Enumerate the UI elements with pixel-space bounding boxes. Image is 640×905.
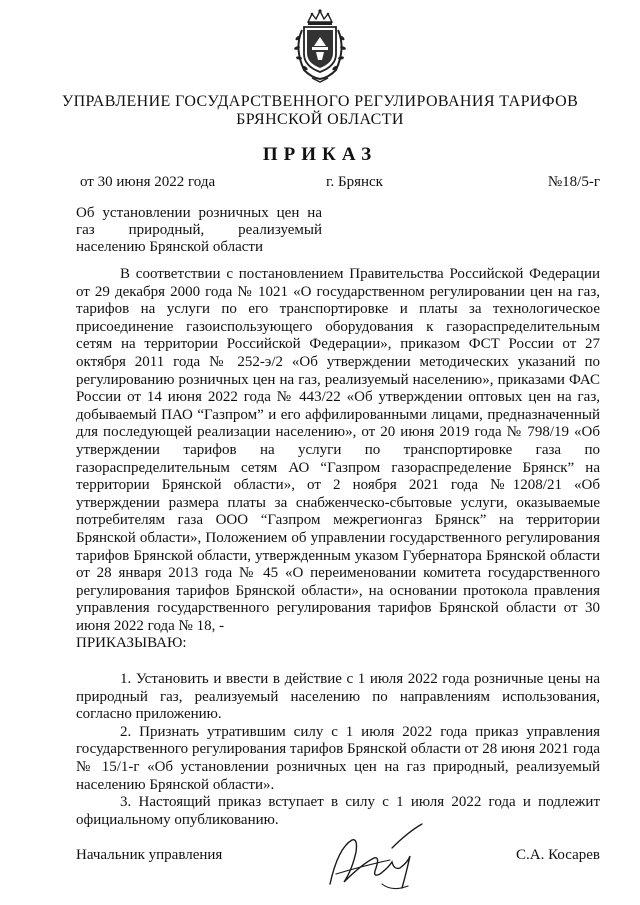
- preamble-paragraph: В соответствии с постановлением Правительства Российской Федерации от 29 декабря 2000 года № 1021 «О государственном регулировании цен на газ, тарифов на услуги по его транспортировке и платы за технологическое присоединение газоиспользующего оборудования к газораспределительным сетям на территории Российской Федерации», приказом ФСТ России от 27 октября 2011 года № 252-э/2 «Об утверждении методических указаний по регулированию розничных цен на газ, реализуемый населению», приказами ФАС России от 14 июня 2022 года № 443/22 «Об утверждении оптовых цен на газ, добываемый ПАО “Газпром” и его аффилированными лицами, предназначенный для последующей реализации населению», от 20 июня 2019 года № 798/19 «Об утверждении тарифов на услуги по транспортировке газа по газораспределительным сетям АО “Газпром газораспределение Брянск” на территории Брянской области», от 2 ноября 2021 года №1208/21 «Об утверждении размера платы за снабженческо-сбытовые услуги, оказываемые потребителям газа ООО “Газпром межрегионгаз Брянск” на территории Брянской области», Положением об управлении государственного регулирования тарифов Брянской области, утвержденным указом Губернатора Брянской области от 28 января 2013 года № 45 «О переименовании комитета государственного регулирования тарифов Брянской области», на основании протокола правления управления государственного регулирования тарифов Брянской области от 30 июня 2022 года № 18, -: [76, 266, 600, 634]
- order-item: 1. Установить и ввести в действие с 1 июля 2022 года розничные цены на природный газ, реализуемый населению по направлениям использования, согласно приложению.: [76, 671, 600, 723]
- document-city: г. Брянск: [326, 174, 383, 190]
- coat-of-arms-icon: [290, 8, 350, 84]
- organization-region: БРЯНСКОЙ ОБЛАСТИ: [236, 111, 404, 128]
- signer-name: С.А. Косарев: [516, 847, 600, 863]
- document-subject: Об установлении розничных цен на газ природный, реализуемый населению Брянской области: [76, 205, 322, 255]
- document-number: №18/5-г: [547, 174, 600, 190]
- order-word: ПРИКАЗЫВАЮ:: [76, 635, 187, 652]
- order-item: 3. Настоящий приказ вступает в силу с 1 июля 2022 года и подлежит официальному опубликованию.: [76, 794, 600, 828]
- handwritten-signature-icon: [322, 818, 428, 900]
- order-item: 2. Признать утратившим силу с 1 июля 2022 года приказ управления государственного регулирования тарифов Брянской области от 28 июня 2021 года № 15/1-г «Об установлении розничных цен на газ природный, реализуемый населению Брянской области».: [76, 723, 600, 793]
- document-body: [76, 266, 600, 829]
- organization-name: УПРАВЛЕНИЕ ГОСУДАРСТВЕННОГО РЕГУЛИРОВАНИЯ ТАРИФОВ: [61, 93, 579, 110]
- signer-position: Начальник управления: [76, 847, 223, 863]
- document-date: от 30 июня 2022 года: [80, 174, 216, 190]
- document-title: ПРИКАЗ: [262, 144, 378, 165]
